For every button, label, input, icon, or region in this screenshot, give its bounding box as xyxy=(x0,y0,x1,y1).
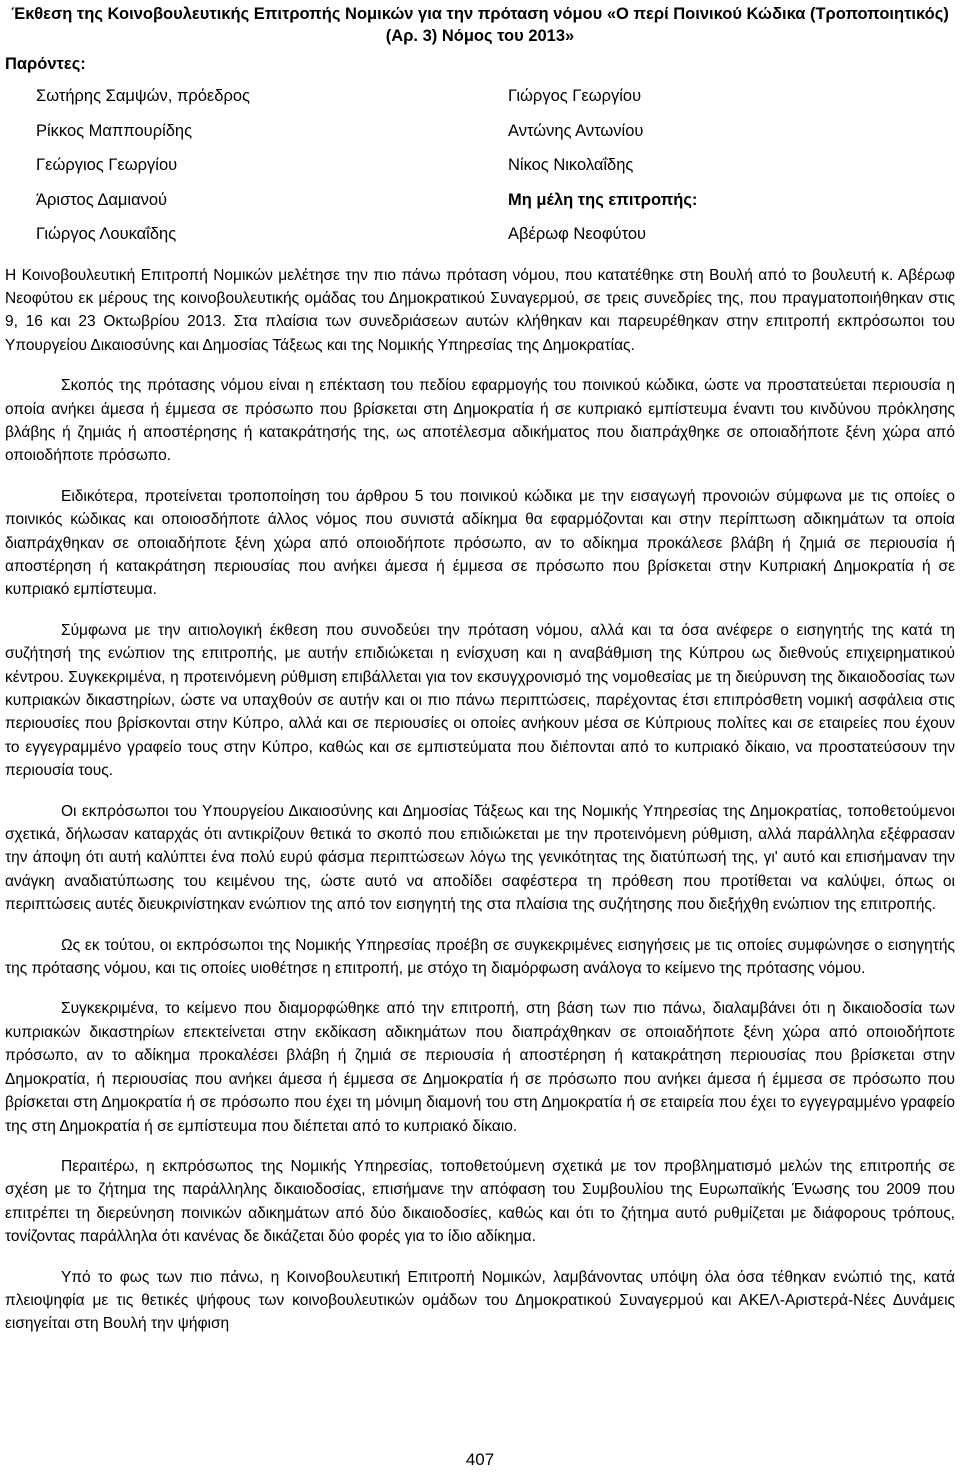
report-paragraph: Σύμφωνα με την αιτιολογική έκθεση που συνοδεύει την πρόταση νόμου, αλλά και τα όσα ανέφερε ο εισηγητής της κατά τη συζήτησή της ενώπιον της επιτροπής, με αυτήν επιδιώκεται η ενίσχυση και η αναβάθμιση της Κύπρου ως διεθνούς επιχειρηματικού κέντρου. Συγκεκριμένα, η προτεινόμενη ρύθμιση επιβάλλεται για τον εκσυγχρονισμό της νομοθεσίας με τη διεύρυνση της δικαιοδοσίας των κυπριακών δικαστηρίων, ώστε να υπαχθούν σε αυτήν και οι πιο πάνω περιπτώσεις, παρέχοντας έτσι επιπρόσθετη νομική ασφάλεια στις περιουσίες που βρίσκονται στην Κύπρο, αλλά και σε περιουσίες οι οποίες ανήκουν μέσα σε Κύπριους πολίτες και σε εταιρείες που έχουν το εγγεγραμμένο γραφείο τους στην Κύπρο, καθώς και σε εμπιστεύματα που διέπονται από το κυπριακό δίκαιο, να προστατεύσουν την περιουσία τους. xyxy=(5,621,955,780)
report-paragraph: Σκοπός της πρότασης νόμου είναι η επέκταση του πεδίου εφαρμογής του ποινικού κώδικα, ώστε να προστατεύεται περιουσία η οποία ανήκει άμεσα ή έμμεσα σε πρόσωπο που βρίσκεται στη Δημοκρατία ή σε κυπριακό εμπίστευμα έναντι του κινδύνου πρόκλησης βλάβης ή ζημιάς ή αποστέρησης ή κατακράτησής της, ως αποτέλεσμα αδικήματος που διαπράχθηκε σε οποιαδήποτε ξένη χώρα από οποιοδήποτε πρόσωπο. xyxy=(5,377,955,465)
report-paragraph: Η Κοινοβουλευτική Επιτροπή Νομικών μελέτησε την πιο πάνω πρόταση νόμου, που κατατέθηκε στη Βουλή από το βουλευτή κ. Αβέρωφ Νεοφύτου εκ μέρους της κοινοβουλευτικής ομάδας του Δημοκρατικού Συναγερμού, σε τρεις συνεδρίες της, που πραγματοποιήθηκαν στις 9, 16 και 23 Οκτωβρίου 2013. Στα πλαίσια των συνεδριάσεων αυτών κλήθηκαν και παρευρέθηκαν στην επιτροπή εκπρόσωποι του Υπουργείου Δικαιοσύνης και Δημοσίας Τάξεως και της Νομικής Υπηρεσίας της Δημοκρατίας. xyxy=(5,266,955,354)
report-paragraph: Ως εκ τούτου, οι εκπρόσωποι της Νομικής Υπηρεσίας προέβη σε συγκεκριμένες εισηγήσεις με τις οποίες συμφώνησε ο εισηγητής της πρότασης νόμου, και τις οποίες υιοθέτησε η επιτροπή, με στόχο τη διαμόρφωση ανάλογα το κείμενο της πρότασης νόμου. xyxy=(5,936,955,978)
non-members-label: Μη μέλη της επιτροπής: xyxy=(508,190,698,209)
page-number: 407 xyxy=(465,1450,495,1469)
member-name: Γιώργος Λουκαΐδης xyxy=(36,225,177,243)
report-paragraph: Περαιτέρω, η εκπρόσωπος της Νομικής Υπηρεσίας, τοποθετούμενη σχετικά με τον προβληματισμό μελών της επιτροπής σε σχέση με το ζήτημα της παράλληλης δικαιοδοσίας, επισήμανε την απόφαση του Συμβουλίου της Ευρωπαϊκής Ένωσης του 2009 που επιτρέπει τη διερεύνηση ποινικών αδικημάτων από δύο δικαιοδοσίες, καθώς και ότι το ζήτημα αυτό ρυθμίζεται με διάφορους τρόπους, τονίζοντας παράλληλα ότι κανένας δε δικάζεται δύο φορές για το ίδιο αδίκημα. xyxy=(5,1157,955,1246)
members-section xyxy=(0,85,960,258)
present-label: Παρόντες: xyxy=(5,55,86,73)
non-member-name: Αβέρωφ Νεοφύτου xyxy=(508,225,647,243)
member-name: Αντώνης Αντωνίου xyxy=(508,121,644,140)
member-name: Γεώργιος Γεωργίου xyxy=(36,156,178,174)
member-name: Γιώργος Γεωργίου xyxy=(508,87,642,105)
member-name: Ρίκκος Μαππουρίδης xyxy=(36,121,193,140)
report-paragraph: Υπό το φως των πιο πάνω, η Κοινοβουλευτική Επιτροπή Νομικών, λαμβάνοντας υπόψη όλα όσα τέθηκαν ενώπιό της, κατά πλειοψηφία με τις θετικές ψήφους των κοινοβουλευτικών ομάδων του Δημοκρατικού Συναγερμού και ΑΚΕΛ-Αριστερά-Νέες Δυνάμεις εισηγείται στη Βουλή την ψήφιση xyxy=(5,1268,955,1333)
member-name: Σωτήρης Σαμψών, πρόεδρος xyxy=(36,87,250,105)
report-paragraph: Ειδικότερα, προτείνεται τροποποίηση του άρθρου 5 του ποινικού κώδικα με την εισαγωγή προνοιών σύμφωνα με τις οποίες ο ποινικός κώδικας και οποιοσδήποτε άλλος νόμος που συνιστά αδίκημα θα εφαρμόζονται και στην περίπτωση αδικημάτων τα οποία διαπράχθηκαν σε οποιαδήποτε ξένη χώρα από οποιοδήποτε πρόσωπο, αν το αδίκημα προκάλεσε βλάβη ή ζημιά σε περιουσία ή αποστέρηση ή κατακράτηση περιουσίας που ανήκει άμεσα ή έμμεσα σε πρόσωπο που βρίσκεται στην Κυπριακή Δημοκρατία ή σε κυπριακό εμπίστευμα. xyxy=(5,487,955,599)
members-right-column xyxy=(508,85,960,258)
members-left-column xyxy=(0,85,508,258)
report-paragraph: Συγκεκριμένα, το κείμενο που διαμορφώθηκε από την επιτροπή, στη βάση των πιο πάνω, διαλαμβάνει ότι η δικαιοδοσία των κυπριακών δικαστηρίων επεκτείνεται στην εκδίκαση αδικημάτων που διαπράχθηκαν σε οποιαδήποτε ξένη χώρα από οποιοδήποτε πρόσωπο, αν το αδίκημα προκαλέσει βλάβη ή ζημιά σε περιουσία ή αποστέρηση ή κατακράτηση περιουσίας που βρίσκεται στην Δημοκρατία, ή περιουσίας που ανήκει άμεσα ή έμμεσα σε Δημοκρατία ή σε πρόσωπο που ανήκει άμεσα ή έμμεσα σε πρόσωπο που βρίσκεται στη Δημοκρατία ή σε πρόσωπο που έχει τη μόνιμη διαμονή του στη Δημοκρατία ή σε εταιρεία που έχει το εγγεγραμμένο γραφείο της στη Δημοκρατία ή σε εμπίστευμα που διέπεται από το κυπριακό δίκαιο. xyxy=(5,1000,955,1135)
document-title: Έκθεση της Κοινοβουλευτικής Επιτροπής Νομικών για την πρόταση νόμου «Ο περί Ποινικού Κώδικα (Τροποποιητικός) (Αρ. 3) Νόμος του 2013» xyxy=(11,5,949,45)
report-body xyxy=(0,264,960,1336)
report-paragraph: Οι εκπρόσωποι του Υπουργείου Δικαιοσύνης και Δημοσίας Τάξεως και της Νομικής Υπηρεσίας της Δημοκρατίας, τοποθετούμενοι σχετικά, δήλωσαν καταρχάς ότι αντικρίζουν θετικά το σκοπό που επιδιώκεται με την προτεινόμενη ρύθμιση, αλλά παράλληλα εξέφρασαν την άποψη ότι αυτή καλύπτει ένα πολύ ευρύ φάσμα περιπτώσεων λόγω της γενικότητας της διατύπωσή της, γι' αυτό και επισήμαναν την ανάγκη αναδιατύπωσης του κειμένου της, ώστε αυτό να αποδίδει σαφέστερα τη πρόθεση που προτίθεται να καλύψει, όπως οι περιπτώσεις αυτές διευκρινίστηκαν ενώπιον της από τον εισηγητή της στα πλαίσια της συζήτησης που διεξήχθη ενώπιον της επιτροπής. xyxy=(5,802,955,914)
member-name: Νίκος Νικολαΐδης xyxy=(508,156,634,174)
member-name: Άριστος Δαμιανού xyxy=(36,190,168,209)
